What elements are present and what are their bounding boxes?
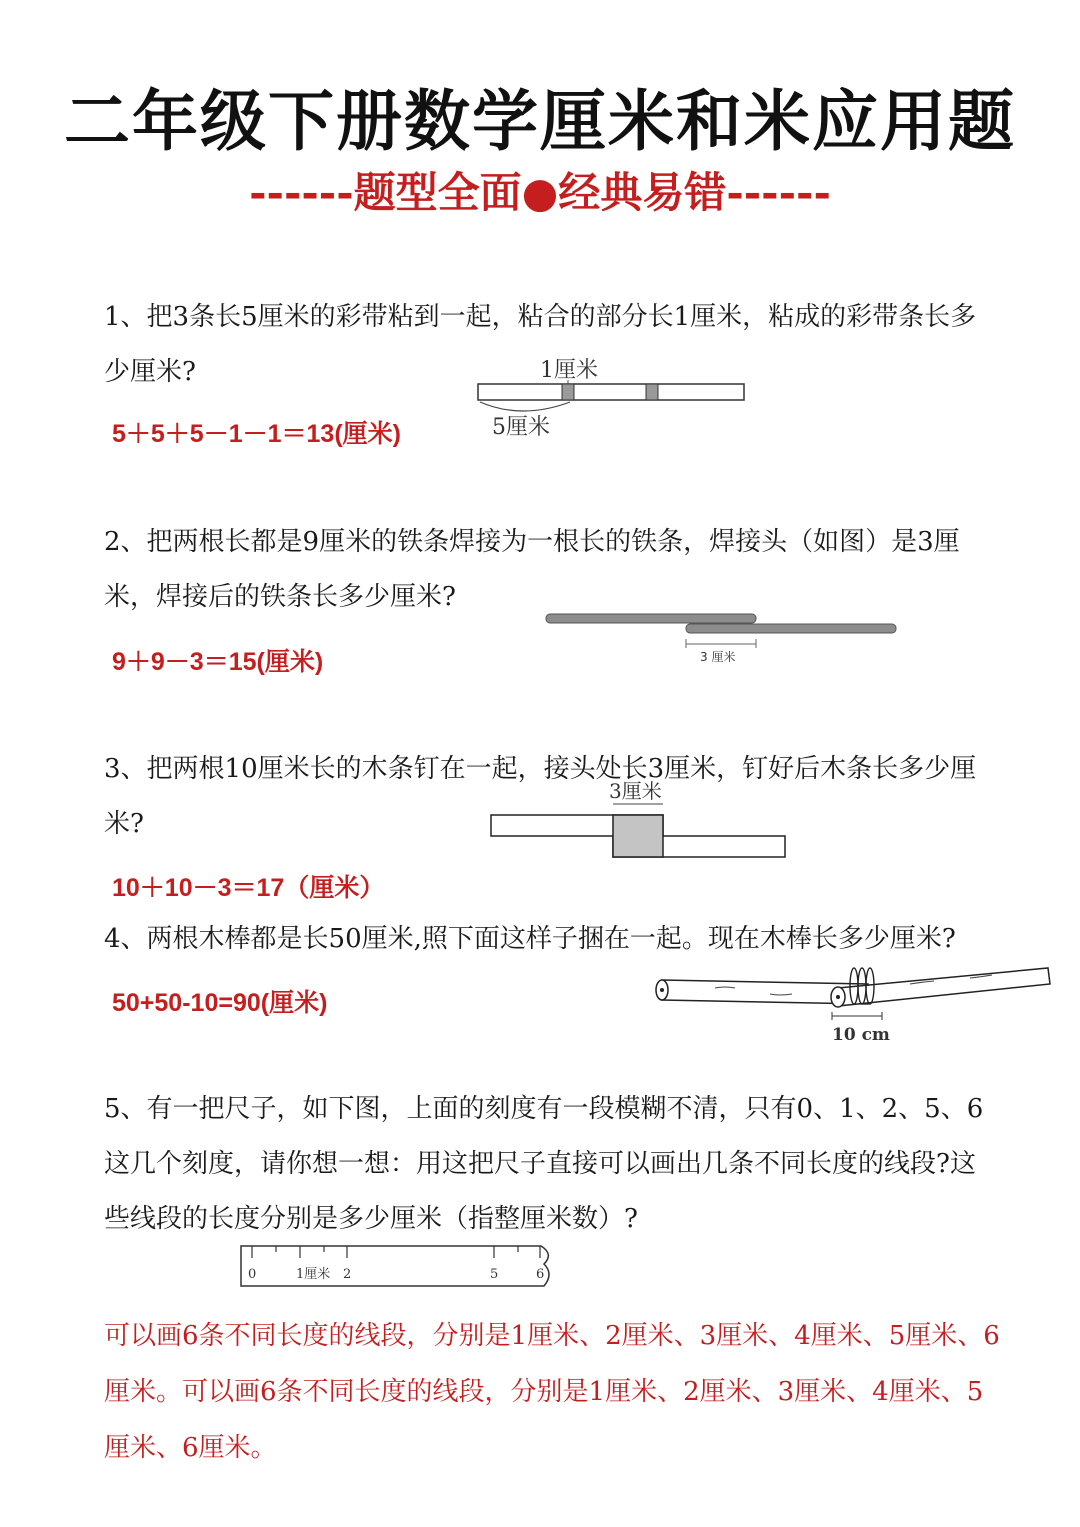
q4-dim-line <box>832 1012 882 1020</box>
q2-bar-bottom <box>686 624 896 633</box>
question-2-answer: 9＋9－3＝15(厘米) <box>112 648 324 676</box>
q5-tick-5: 5 <box>490 1267 499 1282</box>
q3-label: 3厘米 <box>609 779 662 803</box>
q5-ruler-body <box>241 1246 549 1286</box>
q1-label-bottom: 5厘米 <box>492 415 550 440</box>
q5-tick-1: 1厘米 <box>296 1267 331 1282</box>
q3-overlap <box>613 815 663 857</box>
question-2-text: 2、把两根长都是9厘米的铁条焊接为一根长的铁条，焊接头（如图）是3厘米，焊接后的铁条长多少厘米? <box>104 527 960 612</box>
question-2-figure <box>540 608 900 668</box>
q5-tick-0: 0 <box>248 1267 257 1282</box>
q4-stick-2 <box>838 968 1050 1006</box>
page-title: 二年级下册数学厘米和米应用题 <box>64 82 1016 160</box>
question-4-answer: 50+50-10=90(厘米) <box>112 989 328 1017</box>
page-subtitle: ------题型全面●经典易错------ <box>249 168 831 217</box>
question-4-figure <box>650 962 1060 1048</box>
q1-overlap-2 <box>646 384 658 400</box>
q1-overlap-1 <box>562 384 574 400</box>
question-5-text: 5、有一把尺子，如下图，上面的刻度有一段模糊不清，只有0、1、2、5、6这几个刻度，请你想一想：用这把尺子直接可以画出几条不同长度的线段?这些线段的长度分别是多少厘米（指整厘米数）? <box>104 1094 984 1234</box>
question-4-text: 4、两根木棒都是长50厘米,照下面这样子捆在一起。现在木棒长多少厘米? <box>104 924 956 954</box>
q4-label: 10 cm <box>832 1025 890 1045</box>
q2-bar-top <box>546 614 756 623</box>
question-3-answer: 10＋10－3＝17（厘米） <box>112 874 385 902</box>
q1-label-top: 1厘米 <box>540 358 598 383</box>
q5-tick-2: 2 <box>343 1267 352 1282</box>
question-1-figure <box>470 350 760 445</box>
question-3-figure <box>485 778 795 863</box>
question-5-answer: 可以画6条不同长度的线段，分别是1厘米、2厘米、3厘米、4厘米、5厘米、6厘米。可以画6条不同长度的线段，分别是1厘米、2厘米、3厘米、4厘米、5厘米、6厘米。 <box>104 1321 1000 1463</box>
question-5-ruler <box>236 1240 566 1298</box>
question-3-text: 3、把两根10厘米长的木条钉在一起，接头处长3厘米，钉好后木条长多少厘米? <box>104 754 977 839</box>
q2-label: 3 厘米 <box>700 650 736 664</box>
question-1-text: 1、把3条长5厘米的彩带粘到一起，粘合的部分长1厘米，粘成的彩带条长多少厘米? <box>104 302 977 387</box>
q1-brace <box>480 402 570 411</box>
q5-tick-6: 6 <box>536 1267 545 1282</box>
question-1-answer: 5＋5＋5－1－1＝13(厘米) <box>112 420 401 448</box>
q1-strip <box>478 384 744 400</box>
